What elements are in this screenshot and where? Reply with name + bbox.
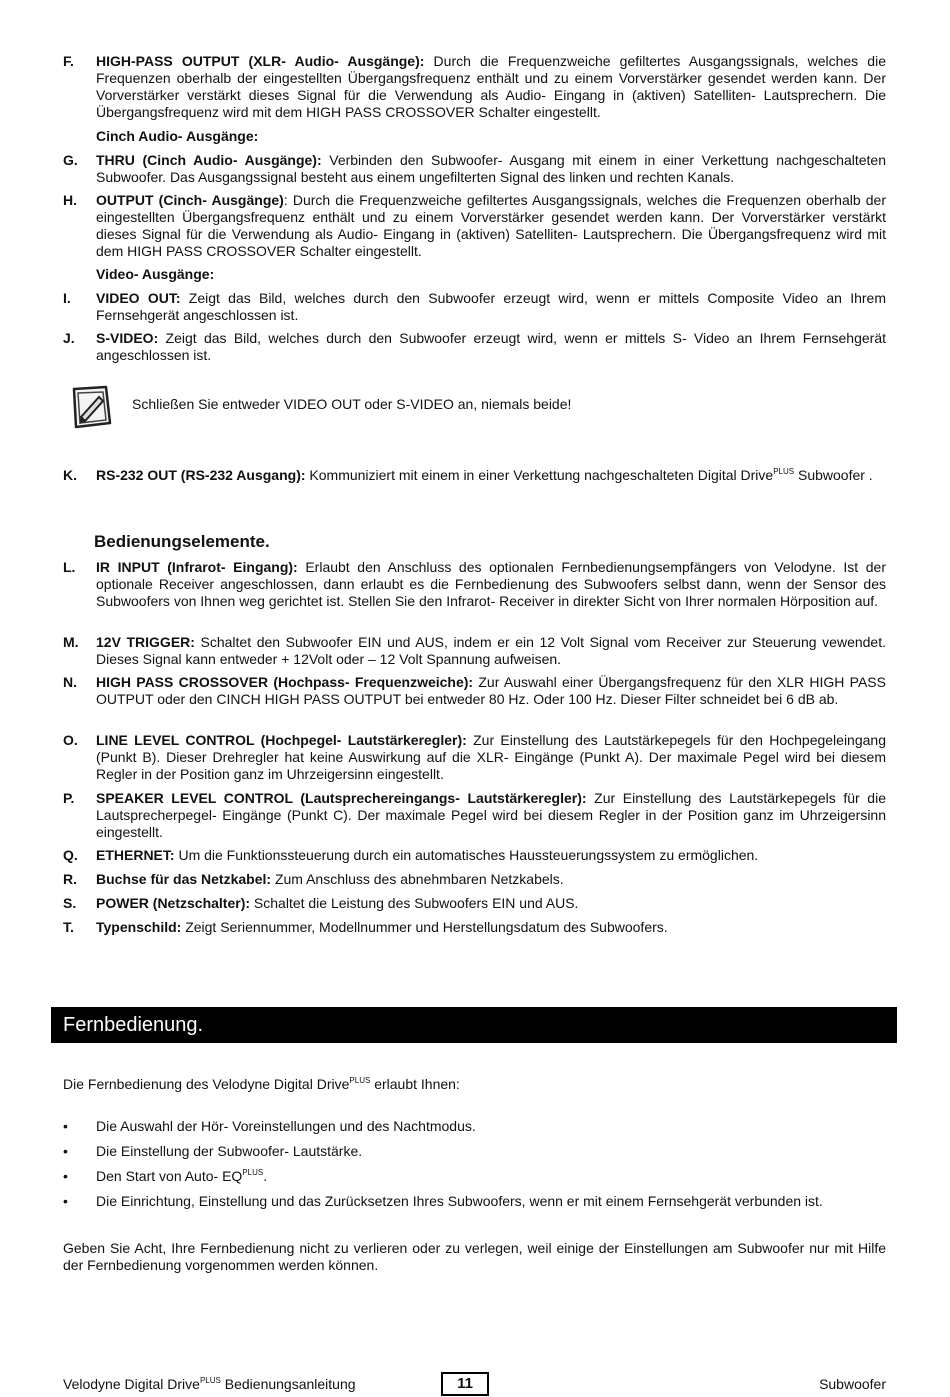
item-body: Erlaubt den Anschluss des optionalen Fernbedienungsempfängers von Velodyne. Ist der optionale Receiver angeschlossen, dann erlaubt es die Fernbedienung des Subwoofers selbst dann, wenn der Sensor des Subwoofers von Ihnen weg gerichtet ist. Stellen Sie den Infrarot- Receiver in direkter Sicht von Ihrer normalen Hörposition auf. (96, 559, 886, 609)
item-m (63, 634, 886, 668)
bullet-text: Die Einstellung der Subwoofer- Lautstärke. (96, 1143, 363, 1159)
note-text: Schließen Sie entweder VIDEO OUT oder S-VIDEO an, niemals beide! (132, 396, 572, 412)
item-letter: T. (63, 919, 74, 935)
item-f (63, 53, 886, 121)
plus-superscript: PLUS (773, 467, 795, 476)
item-body-end: Subwoofer . (794, 467, 873, 483)
footer-manual-title (63, 1376, 356, 1393)
item-letter: J. (63, 330, 75, 346)
subhead-cinch: Cinch Audio- Ausgänge: (96, 128, 259, 144)
item-letter: R. (63, 871, 77, 887)
item-title: LINE LEVEL CONTROL (Hochpegel- Lautstärkeregler): (96, 732, 467, 748)
item-letter: K. (63, 467, 77, 483)
item-h (63, 192, 886, 260)
plus-superscript: PLUS (349, 1076, 371, 1085)
item-body: Schaltet den Subwoofer EIN und AUS, indem er ein 12 Volt Signal vom Receiver zur Steuerung vewendet. Dieses Signal kann entweder + 12Volt oder – 12 Volt Spannung aufweisen. (96, 634, 886, 667)
bullet-item (63, 1118, 886, 1135)
item-title: HIGH-PASS OUTPUT (XLR- Audio- Ausgänge): (96, 53, 425, 69)
item-letter: L. (63, 559, 76, 575)
item-letter: H. (63, 192, 77, 208)
item-q (63, 847, 886, 864)
item-body: Zur Auswahl einer Übergangsfrequenz für den XLR HIGH PASS OUTPUT oder den CINCH HIGH PASS OUTPUT bei entweder 80 Hz. Oder 100 Hz. Dieser Filter schneidet bei 6 dB ab. (96, 674, 886, 707)
item-title: POWER (Netzschalter): (96, 895, 251, 911)
item-body: Zum Anschluss des abnehmbaren Netzkabels. (271, 871, 564, 887)
plus-superscript: PLUS (199, 1376, 221, 1385)
item-letter: O. (63, 732, 78, 748)
item-title: IR INPUT (Infrarot- Eingang): (96, 559, 298, 575)
item-title: Typenschild: (96, 919, 182, 935)
banner-title: Fernbedienung. (63, 1014, 204, 1036)
item-n (63, 674, 886, 708)
section-banner (51, 1007, 897, 1043)
item-g (63, 152, 886, 186)
item-letter: I. (63, 290, 71, 306)
item-body: Um die Funktionssteuerung durch ein automatisches Haussteuerungssystem zu ermöglichen. (174, 847, 759, 863)
bullet-item (63, 1193, 886, 1210)
item-letter: Q. (63, 847, 78, 863)
item-body: Kommuniziert mit einem in einer Verkettung nachgeschalteten Digital Drive (305, 467, 774, 483)
bullet-text: Die Einrichtung, Einstellung und das Zurücksetzen Ihres Subwoofers, wenn er mit einem Fernsehgerät verbunden ist. (96, 1193, 823, 1209)
item-body: Zur Einstellung des Lautstärkepegels für die Lautsprecherpegel- Eingänge (Punkt C). Der maximale Pegel wird bei diesem Regler in der Position ganz im Uhrzeigersinn eingestellt. (96, 790, 886, 840)
bullet-dot: • (63, 1168, 68, 1184)
item-o (63, 732, 886, 783)
bullet-text-end: . (263, 1168, 268, 1184)
item-body: Zur Einstellung des Lautstärkepegels für den Hochpegeleingang (Punkt B). Dieser Drehregler hat keine Auswirkung auf die XLR- Eingänge (Punkt A). Der maximale Pegel wird bei diesem Regler in der Position ganz im Uhrzeigersinn eingestellt. (96, 732, 886, 782)
intro-text-end: erlaubt Ihnen: (370, 1076, 460, 1092)
item-title: OUTPUT (Cinch- Ausgänge) (96, 192, 284, 208)
plus-superscript: PLUS (242, 1168, 264, 1177)
item-body: Verbinden den Subwoofer- Ausgang mit einem in einer Verkettung nachgeschalteten Subwoofer. Das Ausgangssignal besteht aus einem ungefilterten Signal des linken und rechten Kanals. (96, 152, 886, 185)
item-body: : Durch die Frequenzweiche gefiltertes Ausgangssignals, welches die Frequenzen oberhalb der eingestellten Übergangsfrequenz enthält und zu einem Vorverstärker gesendet werden kann. Der Vorverstärker verstärkt dieses Signal für die Verwendung als Audio- Eingang in (aktiven) Satelliten- Lautsprechern. Die Übergangsfrequenz wird mit dem HIGH PASS CROSSOVER Schalter eingestellt. (96, 192, 886, 259)
bullet-dot: • (63, 1143, 68, 1159)
note-box (66, 383, 886, 433)
item-r (63, 871, 886, 888)
item-s (63, 895, 886, 912)
item-title: VIDEO OUT: (96, 290, 181, 306)
footer-text-end: Bedienungsanleitung (220, 1376, 356, 1392)
item-l (63, 559, 886, 610)
footer-text: Velodyne Digital Drive (63, 1376, 200, 1392)
item-p (63, 790, 886, 841)
item-title: ETHERNET: (96, 847, 175, 863)
closing-paragraph: Geben Sie Acht, Ihre Fernbedienung nicht zu verlieren oder zu verlegen, weil einige der Einstellungen am Subwoofer nur mit Hilfe der Fernbedienung vorgenommen werden können. (63, 1240, 886, 1273)
bullet-dot: • (63, 1193, 68, 1209)
footer-product: Subwoofer (819, 1376, 886, 1392)
item-letter: M. (63, 634, 79, 650)
item-letter: G. (63, 152, 78, 168)
intro-text: Die Fernbedienung des Velodyne Digital Drive (63, 1076, 350, 1092)
bullet-item (63, 1168, 886, 1185)
page-number: 11 (441, 1372, 489, 1396)
item-j (63, 330, 886, 364)
item-title: S-VIDEO: (96, 330, 159, 346)
item-body: Zeigt Seriennummer, Modellnummer und Herstellungsdatum des Subwoofers. (181, 919, 668, 935)
item-title: Buchse für das Netzkabel: (96, 871, 272, 887)
bullet-text: Den Start von Auto- EQ (96, 1168, 243, 1184)
item-body: Zeigt das Bild, welches durch den Subwoofer erzeugt wird, wenn er mittels S- Video an Ihrem Fernsehgerät angeschlossen ist. (96, 330, 886, 363)
item-body: Zeigt das Bild, welches durch den Subwoofer erzeugt wird, wenn er mittels Composite Video an Ihrem Fernsehgerät angeschlossen ist. (96, 290, 886, 323)
item-i (63, 290, 886, 324)
item-title: THRU (Cinch Audio- Ausgänge): (96, 152, 322, 168)
subhead-video: Video- Ausgänge: (96, 266, 215, 282)
item-t (63, 919, 886, 936)
item-letter: S. (63, 895, 77, 911)
item-letter: F. (63, 53, 74, 69)
item-k (63, 467, 886, 484)
item-title: HIGH PASS CROSSOVER (Hochpass- Frequenzweiche): (96, 674, 474, 690)
item-letter: N. (63, 674, 77, 690)
bullet-text: Die Auswahl der Hör- Voreinstellungen und des Nachtmodus. (96, 1118, 476, 1134)
item-body: Durch die Frequenzweiche gefiltertes Ausgangssignals, welches die Frequenzen oberhalb der eingestellten Übergangsfrequenz enthält und zu einem Vorverstärker gesendet werden kann. Der Vorverstärker verstärkt dieses Signal für die Verwendung als Audio- Eingang in (aktiven) Satelliten- Lautsprechern. Die Übergangsfrequenz wird mit dem HIGH PASS CROSSOVER Schalter eingestellt. (96, 53, 886, 120)
item-title: 12V TRIGGER: (96, 634, 195, 650)
item-letter: P. (63, 790, 75, 806)
remote-intro (63, 1076, 886, 1093)
bullet-dot: • (63, 1118, 68, 1134)
section-heading: Bedienungselemente. (94, 532, 270, 551)
item-title: SPEAKER LEVEL CONTROL (Lautsprechereingangs- Lautstärkeregler): (96, 790, 587, 806)
note-pencil-icon (66, 383, 114, 431)
item-title: RS-232 OUT (RS-232 Ausgang): (96, 467, 306, 483)
item-body: Schaltet die Leistung des Subwoofers EIN und AUS. (250, 895, 579, 911)
bullet-item (63, 1143, 886, 1160)
